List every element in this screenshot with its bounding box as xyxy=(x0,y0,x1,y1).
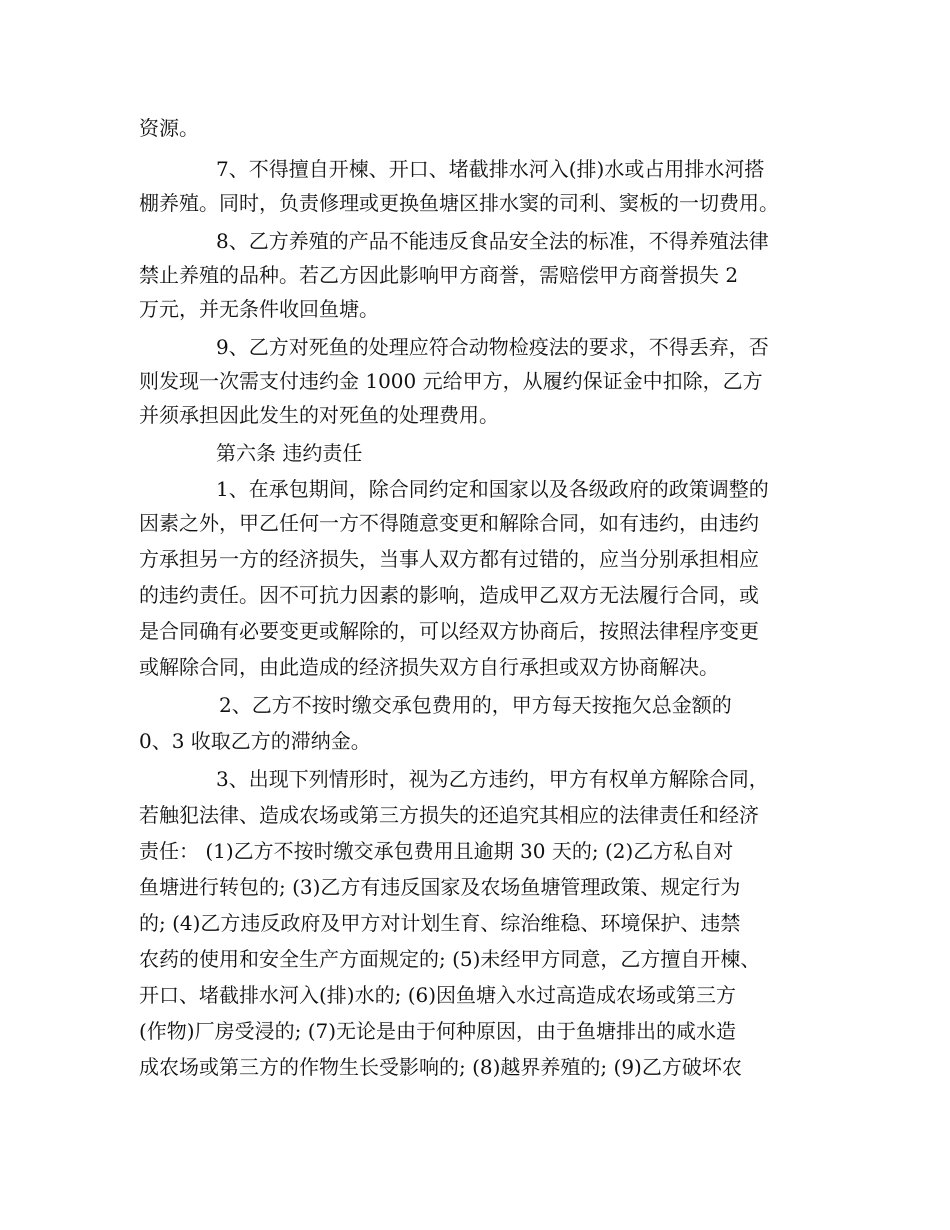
text-line: 资源。 xyxy=(139,116,199,140)
text-line: 并须承担因此发生的对死鱼的处理费用。 xyxy=(139,403,499,427)
text-line: 7、不得擅自开楝、开口、堵截排水河入(排)水或占用排水河搭 xyxy=(216,157,765,181)
text-line: 成农场或第三方的作物生长受影响的; (8)越界养殖的; (9)乙方破坏农 xyxy=(139,1055,742,1079)
text-line: 3、出现下列情形时，视为乙方违约，甲方有权单方解除合同， xyxy=(216,767,769,791)
text-line: 或解除合同，由此造成的经济损失双方自行承担或双方协商解决。 xyxy=(139,655,719,679)
text-line: 的违约责任。因不可抗力因素的影响，造成甲乙双方无法履行合同，或 xyxy=(139,583,759,607)
text-line: 方承担另一方的经济损失，当事人双方都有过错的，应当分别承担相应 xyxy=(139,547,759,571)
text-line: 鱼塘进行转包的; (3)乙方有违反国家及农场鱼塘管理政策、规定行为 xyxy=(139,875,741,899)
text-line: 农药的使用和安全生产方面规定的; (5)未经甲方同意，乙方擅自开楝、 xyxy=(139,947,761,971)
text-line: 的; (4)乙方违反政府及甲方对计划生育、综治维稳、环境保护、违禁 xyxy=(139,911,741,935)
text-line: 0、3 收取乙方的滞纳金。 xyxy=(139,729,371,753)
text-line: 9、乙方对死鱼的处理应符合动物检疫法的要求，不得丢弃，否 xyxy=(216,335,769,359)
text-line: 棚养殖。同时，负责修理或更换鱼塘区排水窦的司利、窦板的一切费用。 xyxy=(139,191,779,215)
text-line: 若触犯法律、造成农场或第三方损失的还追究其相应的法律责任和经济 xyxy=(139,803,759,827)
text-line: 禁止养殖的品种。若乙方因此影响甲方商誉，需赔偿甲方商誉损失 2 xyxy=(139,263,739,287)
text-line: 万元，并无条件收回鱼塘。 xyxy=(139,297,379,321)
text-line: 是合同确有必要变更或解除的，可以经双方协商后，按照法律程序变更 xyxy=(139,619,759,643)
text-line: 1、在承包期间，除合同约定和国家以及各级政府的政策调整的 xyxy=(216,477,769,501)
text-line: 开口、堵截排水河入(排)水的; (6)因鱼塘入水过高造成农场或第三方 xyxy=(139,983,737,1007)
text-line: 因素之外，甲乙任何一方不得随意变更和解除合同，如有违约，由违约 xyxy=(139,511,759,535)
text-line: 8、乙方养殖的产品不能违反食品安全法的标准，不得养殖法律 xyxy=(216,229,769,253)
section-heading: 第六条 违约责任 xyxy=(216,441,363,465)
text-line: 2、乙方不按时缴交承包费用的，甲方每天按拖欠总金额的 xyxy=(219,693,732,717)
text-line: 则发现一次需支付违约金 1000 元给甲方，从履约保证金中扣除，乙方 xyxy=(139,369,763,393)
text-line: (作物)厂房受浸的; (7)无论是由于何种原因，由于鱼塘排出的咸水造 xyxy=(139,1019,737,1043)
text-line: 责任： (1)乙方不按时缴交承包费用且逾期 30 天的; (2)乙方私自对 xyxy=(139,839,734,863)
